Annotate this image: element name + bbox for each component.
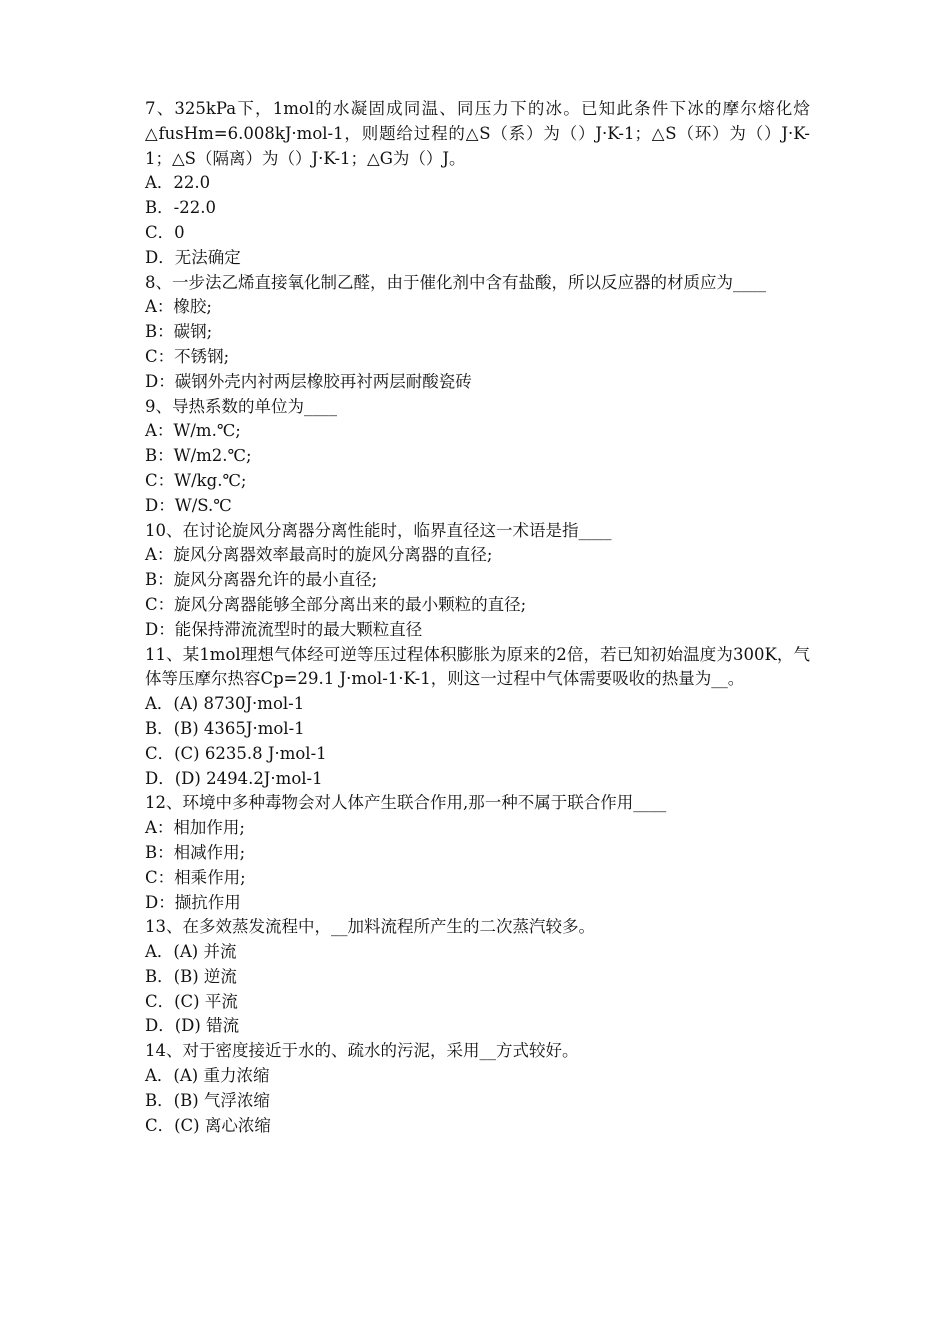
question-7 — [145, 97, 810, 271]
option-b: B．(B) 气浮浓缩 — [145, 1090, 270, 1110]
question-12 — [145, 791, 810, 915]
option-c: C：W/kg.℃; — [145, 470, 247, 490]
question-stem: 7、325kPa下，1mol的水凝固成同温、同压力下的冰。已知此条件下冰的摩尔熔化焓△fusHm=6.008kJ·mol-1，则题给过程的△S（系）为（）J·K-1；△S（环）为（）J·K-1；△S（隔离）为（）J·K-1；△G为（）J。 — [145, 99, 810, 168]
question-list — [145, 97, 810, 1138]
question-8 — [145, 271, 810, 395]
option-list — [145, 419, 810, 518]
option-a: A．22.0 — [145, 173, 211, 193]
option-b: B：旋风分离器允许的最小直径; — [145, 570, 378, 590]
option-b: B．(B) 4365J·mol-1 — [145, 718, 305, 738]
question-11 — [145, 643, 810, 792]
option-a: A．(A) 8730J·mol-1 — [145, 694, 305, 714]
option-list — [145, 940, 810, 1039]
question-14 — [145, 1039, 810, 1138]
option-c: C：相乘作用; — [145, 867, 246, 887]
option-a: A：橡胶; — [145, 297, 212, 317]
option-c: C．(C) 离心浓缩 — [145, 1115, 271, 1135]
option-d: D．无法确定 — [145, 247, 241, 267]
question-13 — [145, 915, 810, 1039]
option-b: B：碳钢; — [145, 322, 213, 342]
option-c: C．(C) 平流 — [145, 991, 238, 1011]
question-stem: 11、某1mol理想气体经可逆等压过程体积膨胀为原来的2倍，若已知初始温度为300K，气体等压摩尔热容Cp=29.1 J·mol-1·K-1，则这一过程中气体需要吸收的热量为__。 — [145, 644, 810, 689]
option-d: D：撷抗作用 — [145, 892, 241, 912]
option-list — [145, 543, 810, 642]
question-stem: 10、在讨论旋风分离器分离性能时，临界直径这一术语是指____ — [145, 520, 612, 540]
option-list — [145, 171, 810, 270]
option-list — [145, 816, 810, 915]
option-d: D：W/S.℃ — [145, 495, 232, 515]
option-b: B．(B) 逆流 — [145, 966, 237, 986]
option-a: A：旋风分离器效率最高时的旋风分离器的直径; — [145, 545, 493, 565]
question-stem: 12、环境中多种毒物会对人体产生联合作用,那一种不属于联合作用____ — [145, 793, 667, 813]
option-b: B：相减作用; — [145, 842, 246, 862]
option-c: C．0 — [145, 222, 185, 242]
question-9 — [145, 395, 810, 519]
option-b: B．-22.0 — [145, 198, 216, 218]
option-a: A：相加作用; — [145, 818, 245, 838]
option-d: D：碳钢外壳内衬两层橡胶再衬两层耐酸瓷砖 — [145, 371, 472, 391]
option-d: D：能保持滞流流型时的最大颗粒直径 — [145, 619, 423, 639]
option-c: C：旋风分离器能够全部分离出来的最小颗粒的直径; — [145, 594, 527, 614]
option-c: C．(C) 6235.8 J·mol-1 — [145, 743, 327, 763]
option-b: B：W/m2.℃; — [145, 446, 252, 466]
option-a: A：W/m.℃; — [145, 421, 241, 441]
option-list — [145, 1064, 810, 1138]
option-c: C：不锈钢; — [145, 346, 230, 366]
option-d: D．(D) 错流 — [145, 1016, 240, 1036]
question-stem: 9、导热系数的单位为____ — [145, 396, 337, 416]
option-list — [145, 295, 810, 394]
option-d: D．(D) 2494.2J·mol-1 — [145, 768, 323, 788]
question-stem: 8、一步法乙烯直接氧化制乙醛，由于催化剂中含有盐酸，所以反应器的材质应为____ — [145, 272, 766, 292]
question-stem: 14、对于密度接近于水的、疏水的污泥，采用__方式较好。 — [145, 1041, 579, 1061]
option-list — [145, 692, 810, 791]
option-a: A．(A) 重力浓缩 — [145, 1066, 270, 1086]
question-stem: 13、在多效蒸发流程中，__加料流程所产生的二次蒸汽较多。 — [145, 917, 595, 937]
question-10 — [145, 519, 810, 643]
option-a: A．(A) 并流 — [145, 942, 237, 962]
